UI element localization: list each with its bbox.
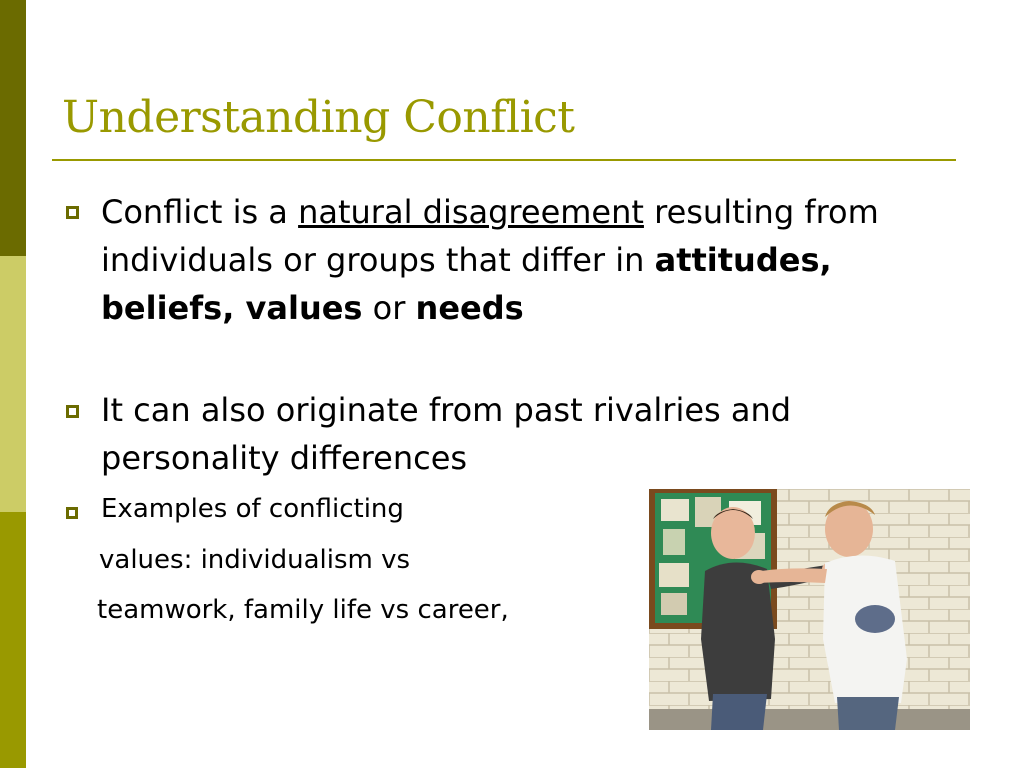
bullet-conflict-definition <box>101 188 941 332</box>
two-boys-pushing-photo <box>649 489 970 730</box>
sidebar-color-bar <box>0 0 26 768</box>
bullet-examples-line: Examples of conflicting <box>101 494 404 524</box>
square-bullet-icon <box>66 206 79 219</box>
sidebar-middle-block <box>0 256 26 512</box>
bold-term: attitudes, beliefs, values <box>101 241 832 327</box>
bold-term: needs <box>415 289 524 327</box>
bullet-examples-line: values: individualism vs <box>99 545 411 575</box>
underlined-term: natural disagreement <box>298 193 644 231</box>
bullet-conflict-origin: It can also originate from past rivalries and personality differences <box>101 391 792 477</box>
square-bullet-icon <box>66 405 79 418</box>
bullet-text: or <box>362 289 416 327</box>
bullet-text: Conflict is a <box>101 193 299 231</box>
title-underline <box>52 159 956 161</box>
sidebar-top-block <box>0 0 26 256</box>
sidebar-bottom-block <box>0 512 26 768</box>
slide-title: Understanding Conflict <box>62 92 575 143</box>
bullet-examples-line: teamwork, family life vs career, <box>97 595 509 625</box>
square-bullet-icon <box>66 507 78 519</box>
bullet-text: resulting from individuals or groups that differ in <box>101 193 879 279</box>
